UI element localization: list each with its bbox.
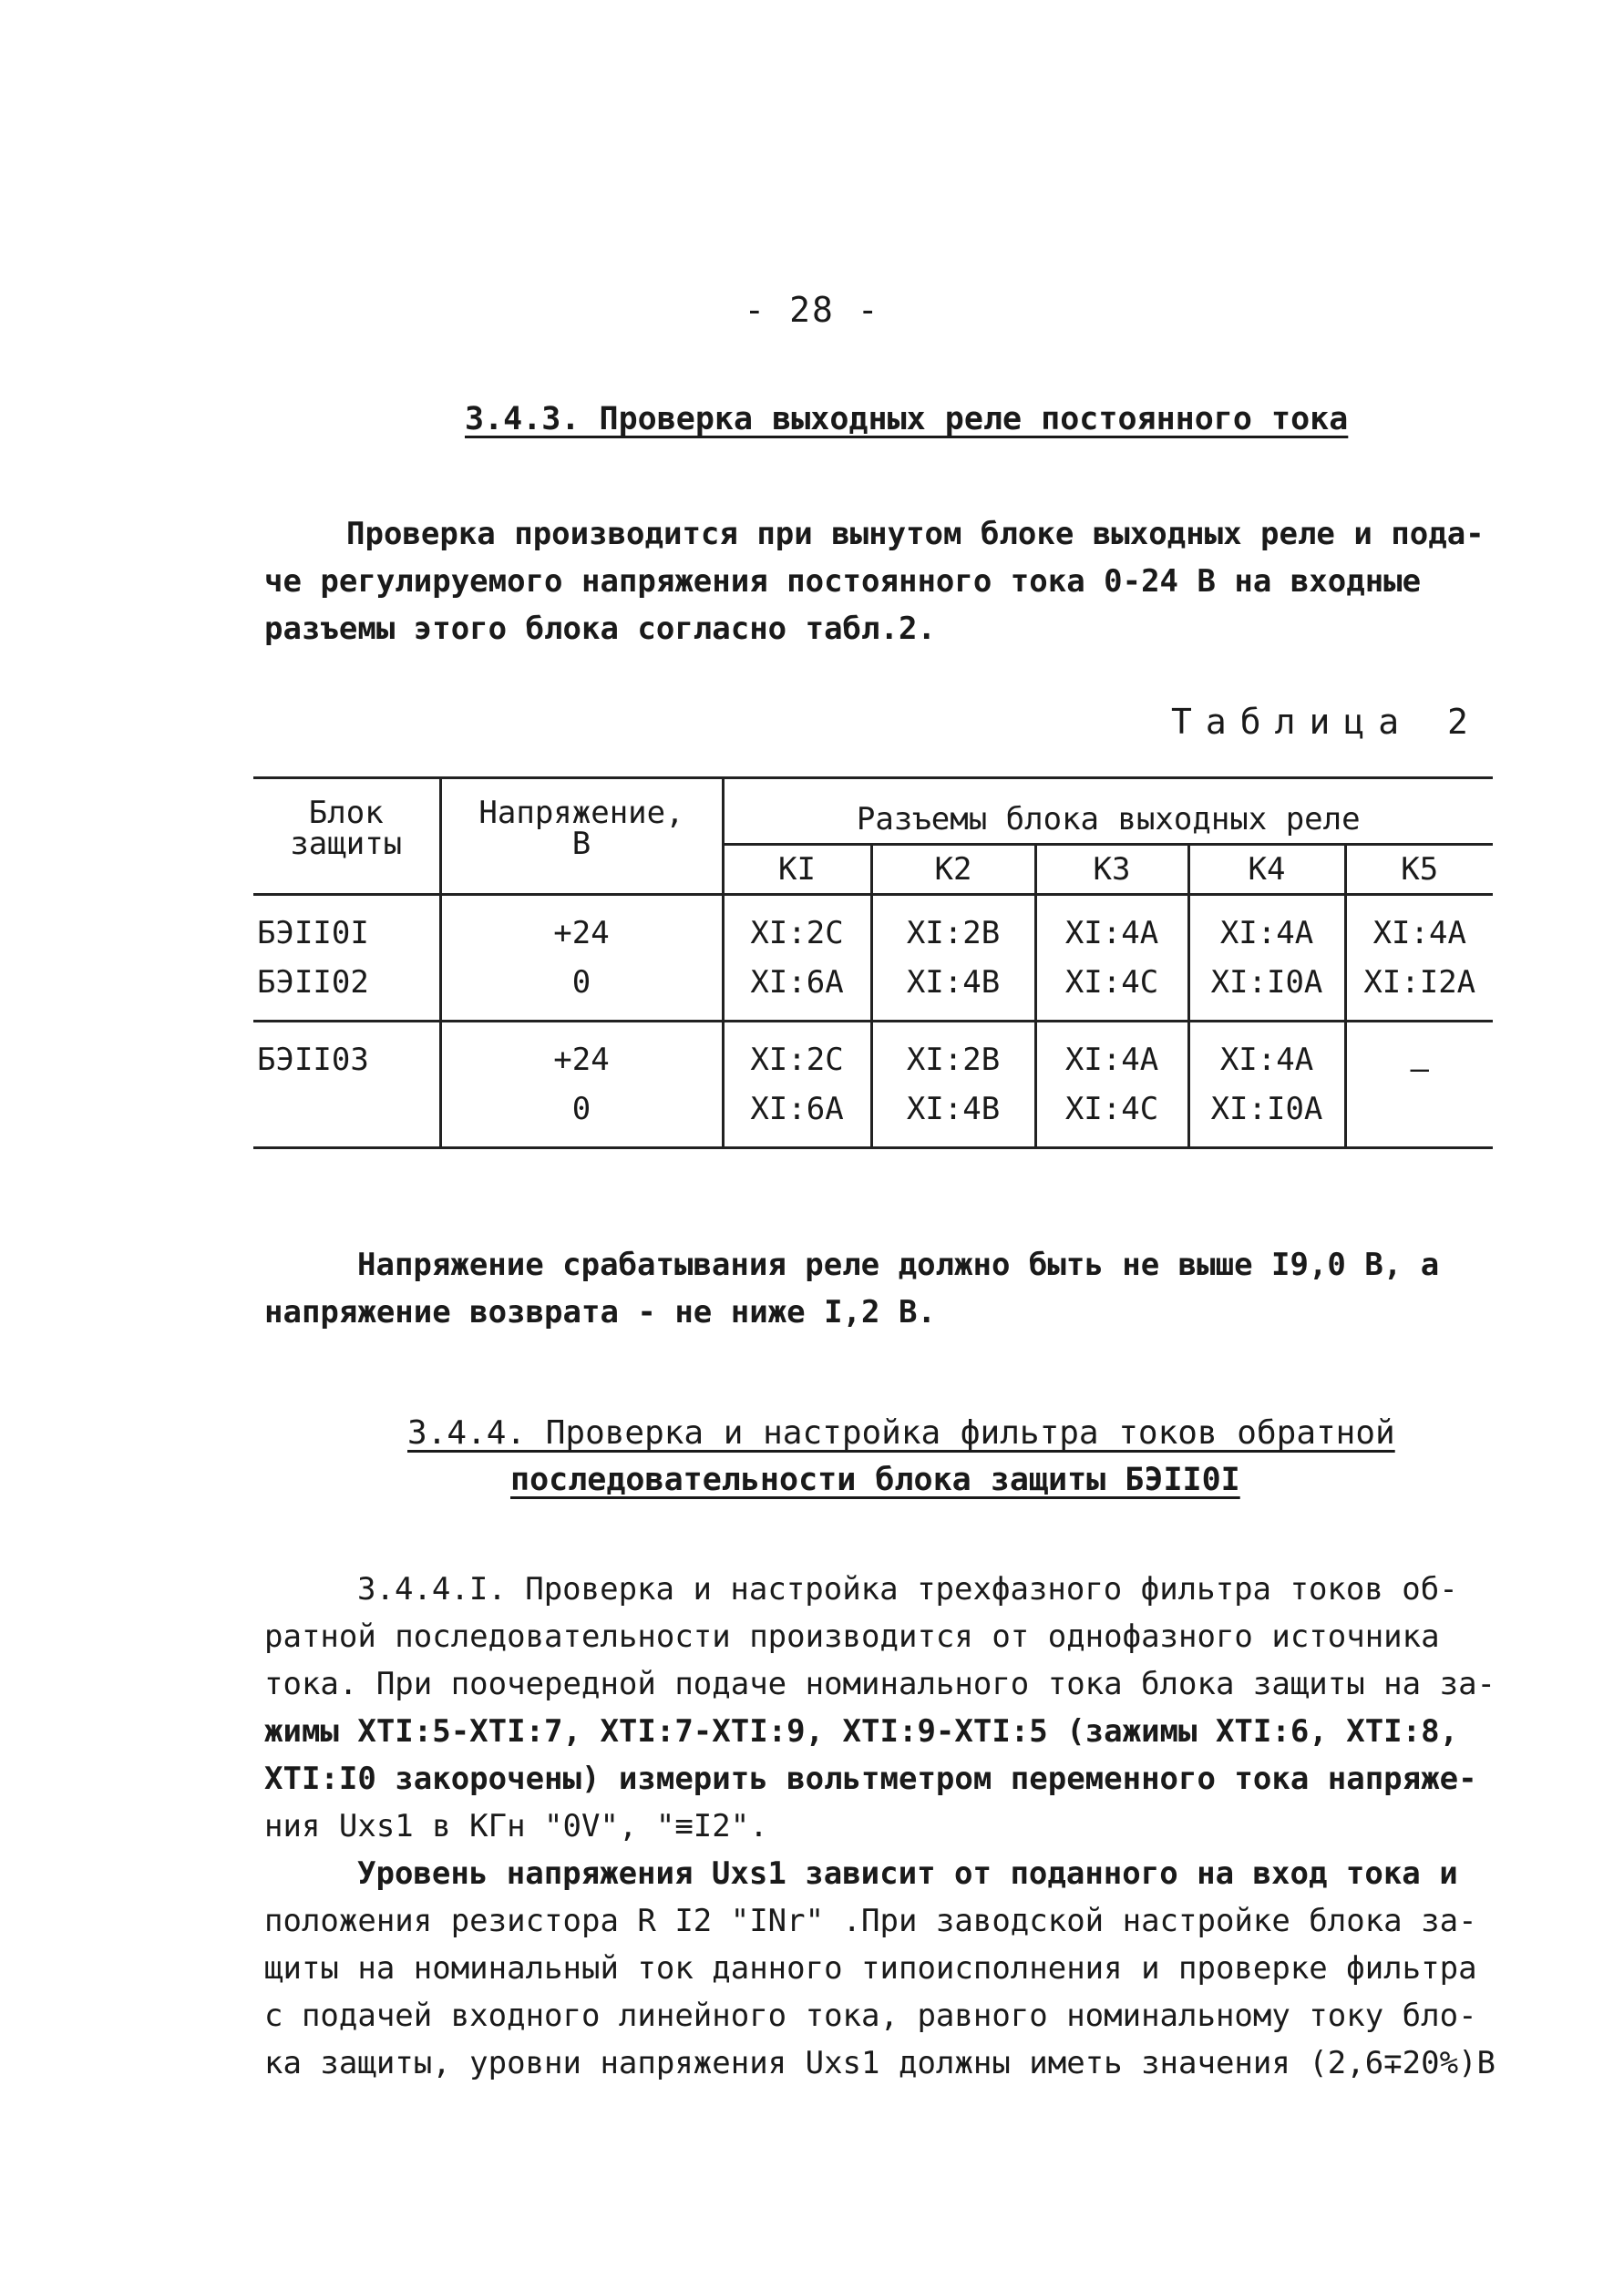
- cell-blocks: БЭII0I БЭII02: [253, 895, 440, 1022]
- cell-k5: XI:4A XI:I2A: [1345, 895, 1493, 1022]
- header-relay-k5: K5: [1345, 845, 1493, 895]
- cell-k1: XI:2C XI:6A: [723, 1022, 871, 1148]
- page-number: - 28 -: [744, 290, 880, 330]
- header-voltage: Напряжение, В: [440, 778, 723, 895]
- cell-k4: XI:4A XI:I0A: [1188, 895, 1345, 1022]
- after-table-line-2: напряжение возврата - не ниже I,2 В.: [264, 1294, 936, 1330]
- table-row: [253, 1022, 1493, 1148]
- header-connectors: Разъемы блока выходных реле: [723, 778, 1493, 845]
- cell-blocks: БЭII03: [253, 1022, 440, 1148]
- section-3-4-4-1-line-9: щиты на номинальный ток данного типоисполнения и проверке фильтра: [264, 1950, 1477, 1987]
- section-3-4-3-line-2: че регулируемого напряжения постоянного тока 0-24 В на входные: [264, 563, 1422, 600]
- cell-k2: XI:2B XI:4B: [871, 895, 1035, 1022]
- after-table-line-1: Напряжение срабатывания реле должно быть не выше I9,0 В, а: [357, 1247, 1440, 1283]
- section-3-4-4-1-line-7: Уровень напряжения Uxs1 зависит от поданного на вход тока и: [357, 1855, 1458, 1892]
- header-relay-k2: K2: [871, 845, 1035, 895]
- table-caption: Таблица 2: [1171, 702, 1482, 742]
- cell-k4: XI:4A XI:I0A: [1188, 1022, 1345, 1148]
- cell-k1: XI:2C XI:6A: [723, 895, 871, 1022]
- section-3-4-4-1-line-4: жимы XTI:5-XTI:7, XTI:7-XTI:9, XTI:9-XTI:5 (зажимы XTI:6, XTI:8,: [264, 1713, 1459, 1750]
- section-3-4-4-1-line-2: ратной последовательности производится от однофазного источника: [264, 1618, 1440, 1655]
- table-row: [253, 895, 1493, 1022]
- header-relay-k1: KI: [723, 845, 871, 895]
- section-3-4-4-1-line-1: 3.4.4.I. Проверка и настройка трехфазного фильтра токов об-: [357, 1571, 1458, 1608]
- section-3-4-4-1-line-3: тока. При поочередной подаче номинального тока блока защиты на за-: [264, 1666, 1496, 1702]
- cell-k3: XI:4A XI:4C: [1035, 895, 1188, 1022]
- section-3-4-4-1-line-10: с подачей входного линейного тока, равного номинальному току бло-: [264, 1998, 1477, 2034]
- section-3-4-3-line-3: разъемы этого блока согласно табл.2.: [264, 611, 936, 647]
- cell-k5: –: [1345, 1022, 1493, 1148]
- section-3-4-3-line-1: Проверка производится при вынутом блоке выходных реле и пода-: [346, 516, 1485, 552]
- section-3-4-4-1-line-5: XTI:I0 закорочены) измерить вольтметром переменного тока напряже-: [264, 1761, 1477, 1797]
- cell-voltages: +24 0: [440, 895, 723, 1022]
- header-relay-k3: K3: [1035, 845, 1188, 895]
- relay-connectors-table: [253, 776, 1493, 1149]
- section-3-4-3-title: 3.4.3. Проверка выходных реле постоянного тока: [465, 401, 1349, 437]
- section-3-4-4-title-line-1: 3.4.4. Проверка и настройка фильтра токов обратной: [407, 1414, 1395, 1452]
- cell-voltages: +24 0: [440, 1022, 723, 1148]
- section-3-4-4-1-line-8: положения резистора R I2 "INr" .При заводской настройке блока за-: [264, 1903, 1477, 1939]
- header-relay-k4: K4: [1188, 845, 1345, 895]
- section-3-4-4-1-line-6: ния Uxs1 в КГн "0V", "≡I2".: [264, 1808, 768, 1844]
- cell-k2: XI:2B XI:4B: [871, 1022, 1035, 1148]
- cell-k3: XI:4A XI:4C: [1035, 1022, 1188, 1148]
- section-3-4-4-1-line-11: ка защиты, уровни напряжения Uxs1 должны иметь значения (2,6∓20%)В: [264, 2045, 1496, 2081]
- section-3-4-4-title-line-2: последовательности блока защиты БЭII0I: [510, 1462, 1240, 1498]
- header-block: Блок защиты: [253, 778, 440, 895]
